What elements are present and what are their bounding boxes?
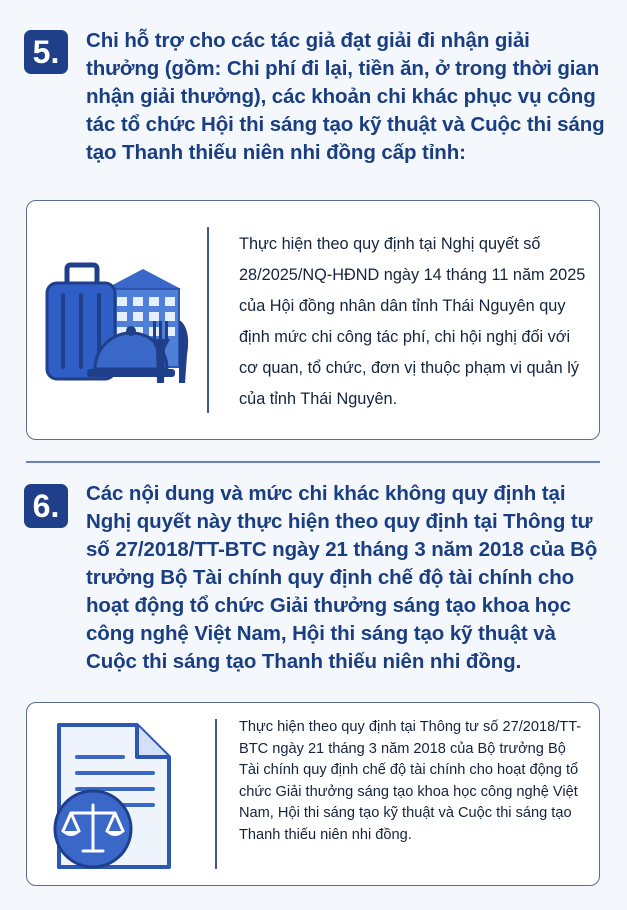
section-5-card-text: Thực hiện theo quy định tại Nghị quyết số 28/2025/NQ-HĐND ngày 14 tháng 11 năm 2025 của Hội đồng nhân dân tỉnh Thái Nguyên quy định mức chi công tác phí, chi hội nghị đối với cơ quan, tổ chức, đơn vị thuộc phạm vi quản lý của tỉnh Thái Nguyên. (239, 235, 586, 408)
section-6-card (26, 702, 600, 886)
section-6-number: 6. (24, 484, 68, 528)
section-5-card (26, 200, 600, 440)
section-6-card-text: Thực hiện theo quy định tại Thông tư số 27/2018/TT-BTC ngày 21 tháng 3 năm 2018 của Bộ trưởng Bộ Tài chính quy định chế độ tài chính cho hoạt động tổ chức Giải thưởng sáng tạo khoa học công nghệ Việt Nam, Hội thi sáng tạo kỹ thuật và Cuộc thi sáng tạo Thanh thiếu niên nhi đồng. (239, 719, 582, 843)
section-5-divider-line (207, 227, 209, 413)
section-divider (26, 461, 600, 463)
section-5-number: 5. (24, 30, 68, 74)
legal-document-scale-icon (45, 717, 195, 877)
section-6-heading: Các nội dung và mức chi khác không quy định tại Nghị quyết này thực hiện theo quy định tại Thông tư số 27/2018/TT-BTC ngày 21 tháng 3 năm 2018 của Bộ trưởng Bộ Tài chính quy định chế độ tài chính cho hoạt động tổ chức Giải thưởng sáng tạo khoa học công nghệ Việt Nam, Hội thi sáng tạo kỹ thuật và Cuộc thi sáng tạo Thanh thiếu niên nhi đồng. (86, 482, 598, 673)
section-5-heading: Chi hỗ trợ cho các tác giả đạt giải đi nhận giải thưởng (gồm: Chi phí đi lại, tiền ăn, ở trong thời gian nhận giải thưởng), các khoản chi khác phục vụ công tác tổ chức Hội thi sáng tạo kỹ thuật và Cuộc thi sáng tạo Thanh thiếu niên nhi đồng cấp tỉnh: (86, 29, 605, 164)
travel-hotel-dining-icon (41, 237, 191, 387)
section-6-divider-line (215, 719, 217, 869)
